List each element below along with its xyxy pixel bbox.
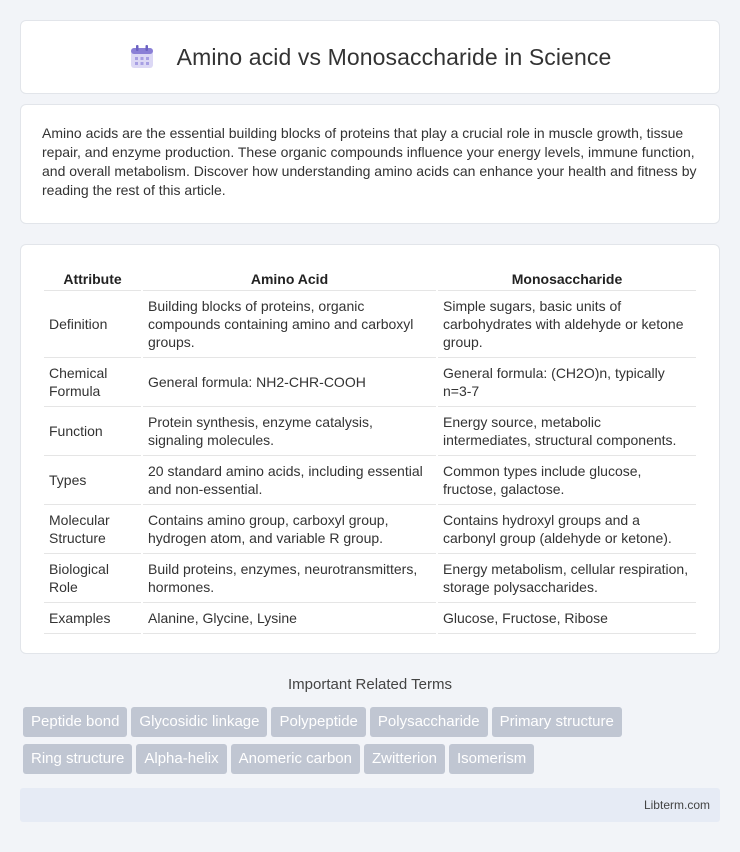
cell-attribute: Function [44, 407, 141, 456]
cell-monosaccharide: Energy metabolism, cellular respiration, storage polysaccharides. [438, 554, 696, 603]
intro-card [20, 104, 720, 224]
cell-amino-acid: 20 standard amino acids, including essential and non-essential. [143, 456, 436, 505]
tag-isomerism[interactable]: Isomerism [449, 744, 534, 774]
table-row [44, 291, 696, 358]
cell-amino-acid: General formula: NH2-CHR-COOH [143, 358, 436, 407]
footer [20, 788, 720, 822]
related-terms-title: Important Related Terms [288, 676, 452, 693]
tag-peptide-bond[interactable]: Peptide bond [23, 707, 127, 737]
cell-monosaccharide: Contains hydroxyl groups and a carbonyl group (aldehyde or ketone). [438, 505, 696, 554]
page-title: Amino acid vs Monosaccharide in Science [176, 43, 612, 70]
intro-text: Amino acids are the essential building blocks of proteins that play a crucial role in muscle growth, tissue repair, and enzyme production. These organic compounds influence your energy levels, immune function, and overall metabolism. Discover how understanding amino acids can enhance your health and fitness by reading the rest of this article. [42, 125, 697, 198]
header-card [20, 20, 720, 94]
cell-attribute: Molecular Structure [44, 505, 141, 554]
cell-amino-acid: Building blocks of proteins, organic compounds containing amino and carboxyl groups. [143, 291, 436, 358]
column-header-monosaccharide: Monosaccharide [438, 265, 696, 291]
calendar-icon [129, 44, 155, 70]
cell-amino-acid: Build proteins, enzymes, neurotransmitters, hormones. [143, 554, 436, 603]
footer-site-link[interactable]: Libterm.com [643, 798, 710, 812]
cell-attribute: Biological Role [44, 554, 141, 603]
tag-polysaccharide[interactable]: Polysaccharide [370, 707, 488, 737]
cell-amino-acid: Alanine, Glycine, Lysine [143, 603, 436, 634]
cell-monosaccharide: Glucose, Fructose, Ribose [438, 603, 696, 634]
table-header-row [44, 265, 696, 291]
cell-attribute: Definition [44, 291, 141, 358]
comparison-table-card [20, 244, 720, 654]
related-terms-list [23, 707, 723, 781]
cell-amino-acid: Contains amino group, carboxyl group, hydrogen atom, and variable R group. [143, 505, 436, 554]
column-header-amino-acid: Amino Acid [143, 265, 436, 291]
cell-attribute: Types [44, 456, 141, 505]
cell-attribute: Examples [44, 603, 141, 634]
tag-alpha-helix[interactable]: Alpha-helix [136, 744, 226, 774]
table-row [44, 456, 696, 505]
table-row [44, 554, 696, 603]
cell-monosaccharide: Simple sugars, basic units of carbohydrates with aldehyde or ketone group. [438, 291, 696, 358]
cell-monosaccharide: Common types include glucose, fructose, galactose. [438, 456, 696, 505]
cell-monosaccharide: Energy source, metabolic intermediates, structural components. [438, 407, 696, 456]
cell-attribute: Chemical Formula [44, 358, 141, 407]
tag-glycosidic-linkage[interactable]: Glycosidic linkage [131, 707, 267, 737]
tag-polypeptide[interactable]: Polypeptide [271, 707, 365, 737]
table-row [44, 358, 696, 407]
tag-ring-structure[interactable]: Ring structure [23, 744, 132, 774]
column-header-attribute: Attribute [44, 265, 141, 291]
tag-primary-structure[interactable]: Primary structure [492, 707, 622, 737]
cell-amino-acid: Protein synthesis, enzyme catalysis, signaling molecules. [143, 407, 436, 456]
tag-anomeric-carbon[interactable]: Anomeric carbon [231, 744, 360, 774]
table-row [44, 603, 696, 634]
cell-monosaccharide: General formula: (CH2O)n, typically n=3-7 [438, 358, 696, 407]
table-row [44, 407, 696, 456]
table-row [44, 505, 696, 554]
comparison-table [42, 265, 698, 634]
tag-zwitterion[interactable]: Zwitterion [364, 744, 445, 774]
